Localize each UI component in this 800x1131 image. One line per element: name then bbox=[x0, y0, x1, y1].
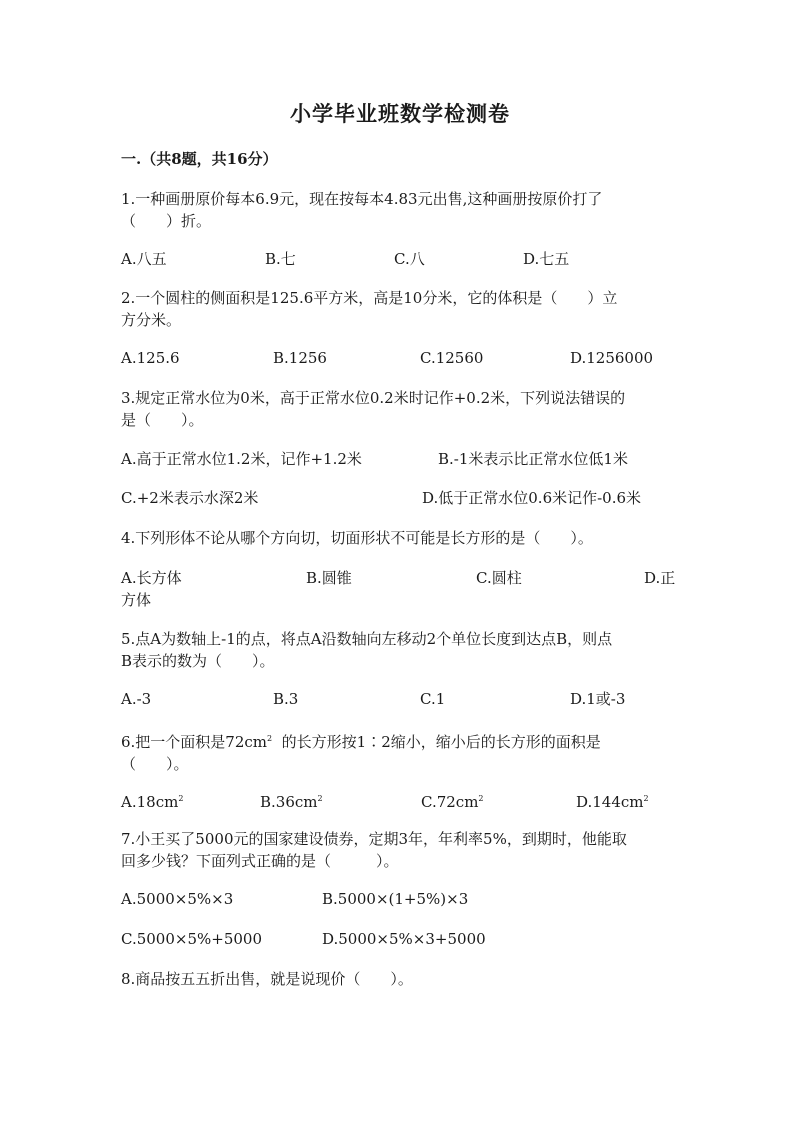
question-5 bbox=[121, 628, 681, 672]
question-3 bbox=[121, 387, 681, 431]
option-d-wrap: 方体 bbox=[121, 591, 152, 609]
question-2 bbox=[121, 287, 681, 331]
option-a[interactable]: A.长方体 bbox=[121, 569, 182, 587]
option-b[interactable]: B.七 bbox=[265, 250, 296, 268]
option-b[interactable]: B.1256 bbox=[273, 349, 327, 367]
option-a[interactable]: A.高于正常水位1.2米，记作+1.2米 bbox=[121, 450, 362, 468]
section-heading: 一.（共8题，共16分） bbox=[121, 150, 278, 168]
question-1-options bbox=[121, 248, 681, 270]
question-7-line-1: 7.小王买了5000元的国家建设债券，定期3年，年利率5%，到期时，他能取 bbox=[121, 830, 627, 848]
option-d[interactable]: D.低于正常水位0.6米记作-0.6米 bbox=[422, 489, 642, 507]
question-1-line-1: 1.一种画册原价每本6.9元，现在按每本4.83元出售,这种画册按原价打了 bbox=[121, 190, 603, 208]
question-1 bbox=[121, 188, 681, 232]
question-6-text-start: 6.把一个面积是72cm bbox=[121, 733, 268, 751]
question-7-line-2: 回多少钱？下面列式正确的是（ ）。 bbox=[121, 852, 399, 870]
option-c-text: C.72cm bbox=[421, 793, 479, 811]
question-7-options-row-2 bbox=[121, 928, 681, 950]
question-3-line-1: 3.规定正常水位为0米，高于正常水位0.2米时记作+0.2米，下列说法错误的 bbox=[121, 389, 626, 407]
question-7-options-row-1 bbox=[121, 888, 681, 910]
question-2-line-2: 方分米。 bbox=[121, 311, 182, 329]
superscript-2: 2 bbox=[478, 794, 484, 803]
superscript-2: 2 bbox=[178, 794, 184, 803]
option-b[interactable]: B.5000×(1+5%)×3 bbox=[322, 890, 469, 908]
question-8 bbox=[121, 968, 681, 990]
question-6-line-2: （ ）。 bbox=[121, 755, 189, 773]
option-c[interactable]: C.八 bbox=[394, 250, 425, 268]
question-4-options bbox=[121, 567, 681, 589]
question-5-line-1: 5.点A为数轴上-1的点，将点A沿数轴向左移动2个单位长度到达点B，则点 bbox=[121, 630, 613, 648]
question-6-line-1 bbox=[121, 728, 681, 753]
question-5-options bbox=[121, 688, 681, 710]
option-c[interactable]: C.1 bbox=[420, 690, 446, 708]
option-a[interactable] bbox=[121, 788, 183, 813]
option-c[interactable]: C.圆柱 bbox=[476, 569, 522, 587]
option-b[interactable]: B.-1米表示比正常水位低1米 bbox=[438, 450, 628, 468]
question-1-line-2: （ ）折。 bbox=[121, 212, 212, 230]
question-2-options bbox=[121, 347, 681, 369]
option-d[interactable]: D.七五 bbox=[523, 250, 570, 268]
option-d-text: D.144cm bbox=[576, 793, 644, 811]
question-5-line-2: B表示的数为（ ）。 bbox=[121, 652, 275, 670]
option-a[interactable]: A.八五 bbox=[121, 250, 167, 268]
question-8-line-1: 8.商品按五五折出售，就是说现价（ ）。 bbox=[121, 970, 413, 988]
question-6 bbox=[121, 728, 681, 775]
question-3-options-row-2 bbox=[121, 487, 681, 509]
option-d[interactable]: D.5000×5%×3+5000 bbox=[322, 930, 486, 948]
question-6-options bbox=[121, 788, 681, 810]
question-4 bbox=[121, 527, 681, 549]
option-a[interactable]: A.125.6 bbox=[121, 349, 180, 367]
option-c[interactable]: C.5000×5%+5000 bbox=[121, 930, 262, 948]
page-title: 小学毕业班数学检测卷 bbox=[290, 101, 510, 126]
option-a[interactable]: A.-3 bbox=[121, 690, 152, 708]
option-d[interactable]: D.正 bbox=[644, 569, 676, 587]
option-d[interactable] bbox=[576, 788, 649, 813]
option-c[interactable] bbox=[421, 788, 484, 813]
question-3-options-row-1 bbox=[121, 448, 681, 470]
option-a-text: A.18cm bbox=[121, 793, 179, 811]
superscript-2: 2 bbox=[267, 734, 273, 743]
question-4-options-wrap bbox=[121, 589, 681, 611]
question-3-line-2: 是（ ）。 bbox=[121, 411, 204, 429]
option-b[interactable]: B.圆锥 bbox=[306, 569, 352, 587]
option-c[interactable]: C.12560 bbox=[420, 349, 484, 367]
question-2-line-1: 2.一个圆柱的侧面积是125.6平方米，高是10分米，它的体积是（ ）立 bbox=[121, 289, 618, 307]
superscript-2: 2 bbox=[643, 794, 649, 803]
question-7 bbox=[121, 828, 681, 872]
question-6-text-end: 的长方形按1∶2缩小，缩小后的长方形的面积是 bbox=[281, 733, 601, 751]
option-b[interactable]: B.3 bbox=[273, 690, 299, 708]
option-a[interactable]: A.5000×5%×3 bbox=[121, 890, 234, 908]
option-d[interactable]: D.1256000 bbox=[570, 349, 654, 367]
option-c[interactable]: C.+2米表示水深2米 bbox=[121, 489, 259, 507]
option-d[interactable]: D.1或-3 bbox=[570, 690, 626, 708]
option-b[interactable] bbox=[260, 788, 323, 813]
question-4-line-1: 4.下列形体不论从哪个方向切，切面形状不可能是长方形的是（ ）。 bbox=[121, 529, 593, 547]
superscript-2: 2 bbox=[317, 794, 323, 803]
option-b-text: B.36cm bbox=[260, 793, 318, 811]
